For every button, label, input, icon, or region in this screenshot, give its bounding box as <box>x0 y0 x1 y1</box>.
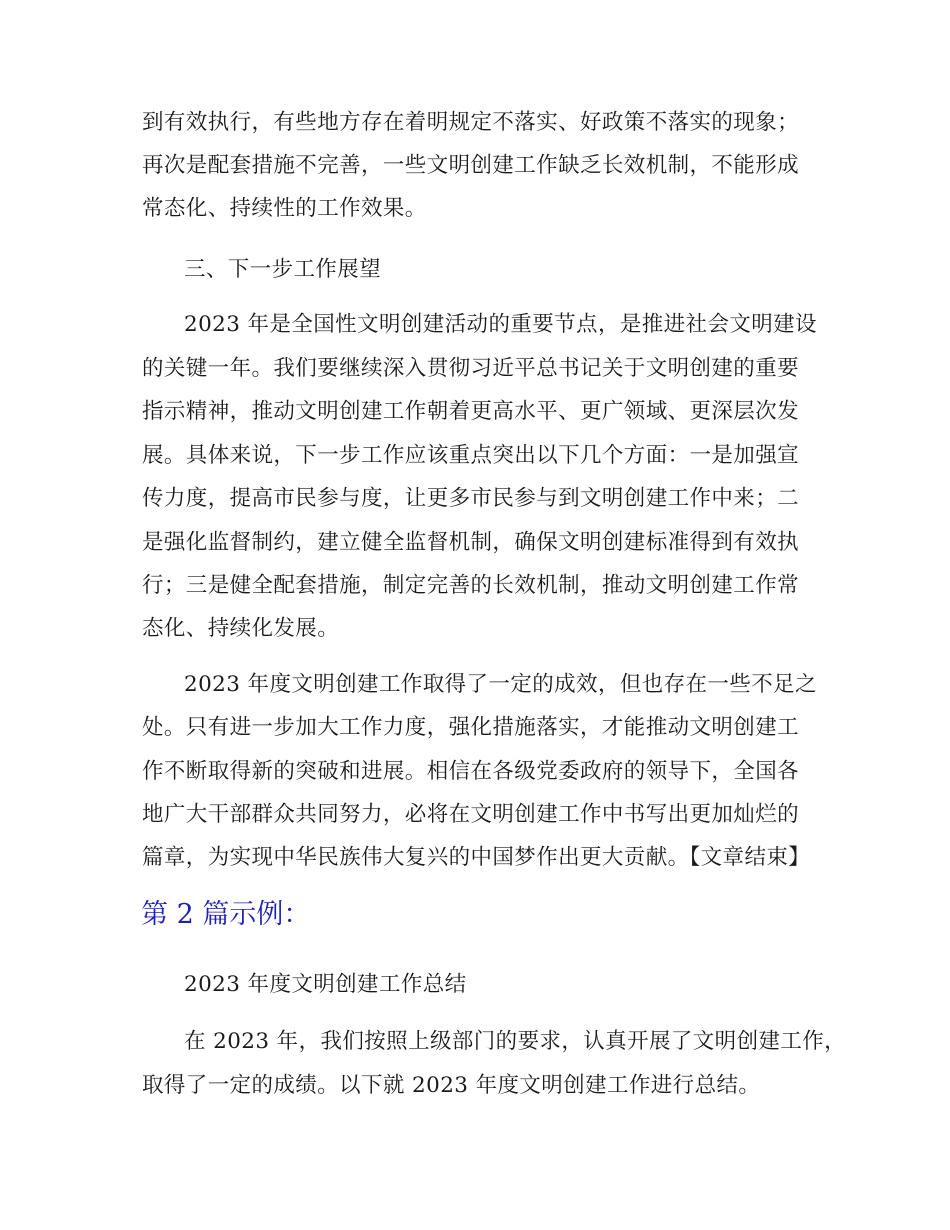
text-line: 地广大干部群众共同努力，必将在文明创建工作中书写出更加灿烂的 <box>142 802 800 827</box>
text-line: 常态化、持续性的工作效果。 <box>142 196 427 221</box>
text-line: 2023 年是全国性文明创建活动的重要节点，是推进社会文明建设 <box>184 312 817 337</box>
text-line: 2023 年度文明创建工作取得了一定的成效，但也存在一些不足之 <box>184 672 817 697</box>
article-title: 2023 年度文明创建工作总结 <box>184 972 467 997</box>
text-line: 指示精神，推动文明创建工作朝着更高水平、更广领域、更深层次发 <box>142 399 800 424</box>
text-line: 是强化监督制约，建立健全监督机制，确保文明创建标准得到有效执 <box>142 530 800 555</box>
text-line: 处。只有进一步加大工作力度，强化措施落实，才能推动文明创建工 <box>142 715 800 740</box>
text-line: 取得了一定的成绩。以下就 2023 年度文明创建工作进行总结。 <box>142 1073 761 1098</box>
text-line: 态化、持续化发展。 <box>142 616 340 641</box>
text-line: 传力度，提高市民参与度，让更多市民参与到文明创建工作中来；二 <box>142 486 800 511</box>
text-line: 篇章，为实现中华民族伟大复兴的中国梦作出更大贡献。【文章结束】 <box>142 845 811 870</box>
text-line: 到有效执行，有些地方存在着明规定不落实、好政策不落实的现象； <box>142 110 800 135</box>
text-line: 作不断取得新的突破和进展。相信在各级党委政府的领导下，全国各 <box>142 759 800 784</box>
text-line: 在 2023 年，我们按照上级部门的要求，认真开展了文明创建工作， <box>184 1029 847 1054</box>
example-heading: 第 2 篇示例： <box>141 899 311 930</box>
text-line: 的关键一年。我们要继续深入贯彻习近平总书记关于文明创建的重要 <box>142 356 800 381</box>
text-line: 展。具体来说，下一步工作应该重点突出以下几个方面：一是加强宣 <box>142 443 800 468</box>
section-title: 三、下一步工作展望 <box>184 257 382 282</box>
text-line: 行；三是健全配套措施，制定完善的长效机制，推动文明创建工作常 <box>142 573 800 598</box>
text-line: 再次是配套措施不完善，一些文明创建工作缺乏长效机制，不能形成 <box>142 153 800 178</box>
